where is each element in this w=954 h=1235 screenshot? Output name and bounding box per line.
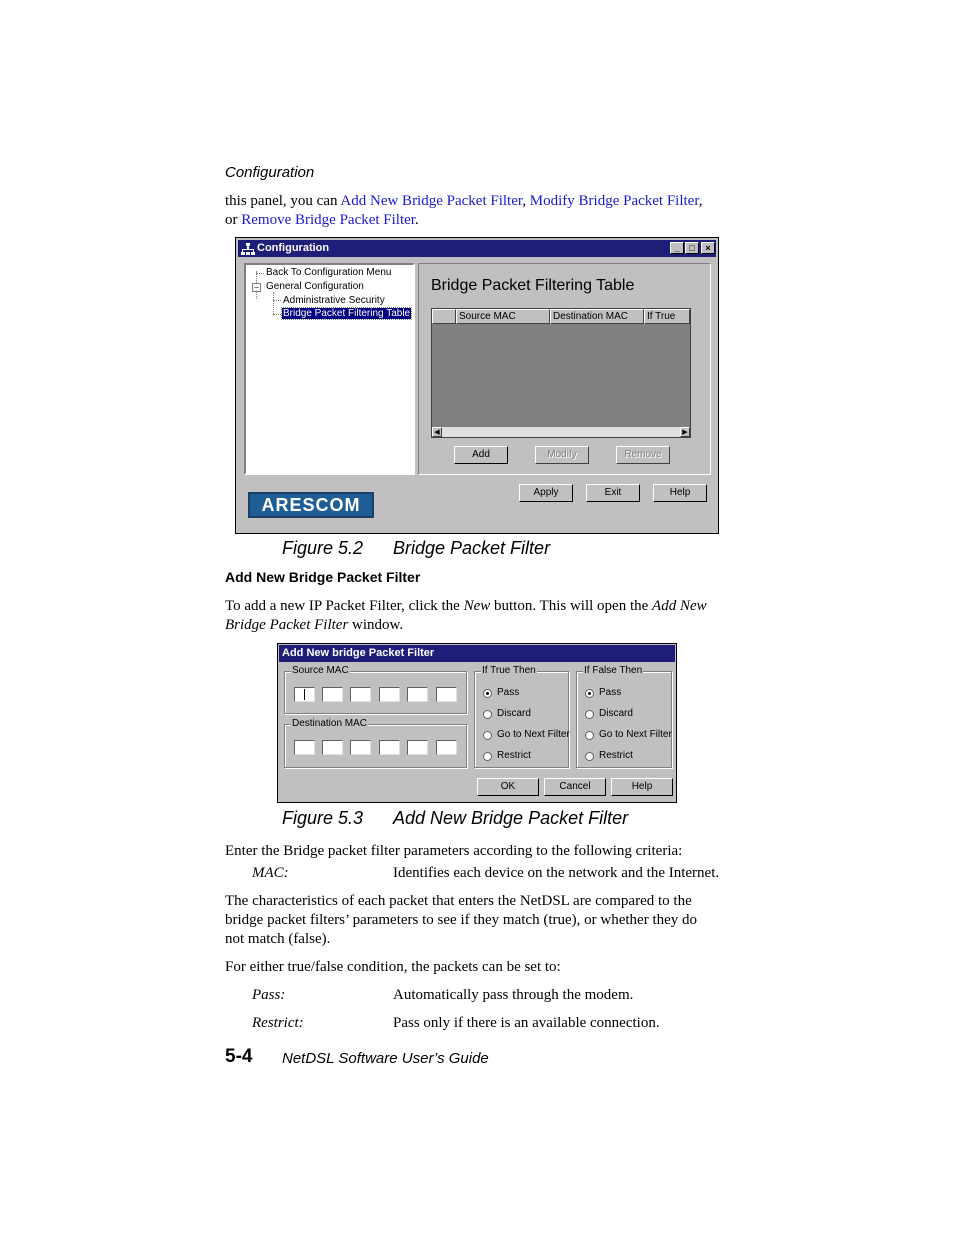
horizontal-scrollbar[interactable] <box>432 427 690 437</box>
para-text: button. This will open the <box>490 598 653 614</box>
cancel-button-label: Cancel <box>559 781 591 792</box>
maximize-button[interactable]: □ <box>685 242 699 254</box>
source-mac-label: Source MAC <box>292 665 349 676</box>
tree-line <box>273 292 275 314</box>
para-line: not match (false). <box>225 931 331 947</box>
source-mac-octet-1[interactable] <box>294 687 315 702</box>
intro-end: . <box>414 212 419 228</box>
window-title: Configuration <box>257 242 330 254</box>
source-mac-octet-3[interactable] <box>350 687 371 702</box>
link-modify-filter[interactable]: Modify Bridge Packet Filter <box>529 193 699 209</box>
definition-term-mac: MAC: <box>252 865 289 881</box>
collapse-icon[interactable]: – <box>252 283 261 292</box>
add-button-label: Add <box>472 449 490 460</box>
column-source-mac[interactable]: Source MAC <box>456 309 550 324</box>
para-text: window. <box>348 617 404 633</box>
exit-button-label: Exit <box>604 487 622 498</box>
window-name-reference: Add New <box>652 598 707 614</box>
navigation-tree <box>244 263 415 475</box>
if-true-next-filter-radio[interactable] <box>483 731 492 740</box>
table-header-corner <box>432 309 456 324</box>
exit-button[interactable] <box>586 484 640 502</box>
definition-desc-restrict: Pass only if there is an available connection. <box>393 1015 660 1031</box>
if-true-restrict-label: Restrict <box>497 750 531 761</box>
new-button-reference: New <box>463 598 491 614</box>
column-destination-mac[interactable]: Destination MAC <box>550 309 644 324</box>
dialog-title-bar <box>279 645 675 662</box>
filter-table <box>431 308 691 438</box>
if-true-next-filter-label: Go to Next Filter <box>497 729 570 740</box>
figure-caption: Bridge Packet Filter <box>393 538 551 558</box>
modify-button[interactable] <box>535 446 589 464</box>
apply-button-label: Apply <box>533 487 559 498</box>
definition-desc-mac: Identifies each device on the network and the Internet. <box>393 865 720 881</box>
destination-mac-octet-4[interactable] <box>379 740 400 755</box>
column-if-true[interactable]: If True <box>644 309 690 324</box>
tree-line <box>273 314 281 315</box>
if-true-label: If True Then <box>482 665 536 676</box>
if-false-pass-label: Pass <box>599 687 622 698</box>
remove-button-label: Remove <box>624 449 662 460</box>
if-true-group <box>474 665 570 768</box>
ok-button-label: OK <box>500 781 516 792</box>
modify-button-label: Modify <box>547 449 577 460</box>
app-icon <box>241 240 255 257</box>
panel-title: Bridge Packet Filtering Table <box>431 277 635 294</box>
if-true-pass-radio[interactable] <box>483 689 492 698</box>
if-false-next-filter-label: Go to Next Filter <box>599 729 672 740</box>
if-true-discard-radio[interactable] <box>483 710 492 719</box>
figure-caption: Add New Bridge Packet Filter <box>393 808 629 828</box>
configuration-window <box>235 237 719 534</box>
apply-button[interactable] <box>519 484 573 502</box>
destination-mac-octet-6[interactable] <box>436 740 457 755</box>
if-true-pass-label: Pass <box>497 687 520 698</box>
if-false-next-filter-radio[interactable] <box>585 731 594 740</box>
close-button[interactable]: × <box>701 242 715 254</box>
condition-paragraph: For either true/false condition, the packets can be set to: <box>225 959 561 975</box>
if-false-label: If False Then <box>584 665 643 676</box>
tree-item-bridge-filter-selected[interactable]: Bridge Packet Filtering Table <box>283 308 411 319</box>
if-false-discard-label: Discard <box>599 708 633 719</box>
intro-text: this panel, you can <box>225 193 341 209</box>
page-number: 5-4 <box>225 1046 253 1067</box>
destination-mac-octet-3[interactable] <box>350 740 371 755</box>
tree-item-general[interactable]: General Configuration <box>266 281 364 292</box>
tree-item-admin-security[interactable]: Administrative Security <box>283 295 385 306</box>
destination-mac-octet-2[interactable] <box>322 740 343 755</box>
link-add-filter[interactable]: Add New Bridge Packet Filter <box>340 193 523 209</box>
figure-number: Figure 5.3 <box>282 808 364 828</box>
intro-text: or <box>225 212 242 228</box>
definition-term-restrict: Restrict: <box>252 1015 304 1031</box>
title-bar <box>238 240 716 257</box>
if-false-restrict-radio[interactable] <box>585 752 594 761</box>
source-mac-group <box>284 665 467 714</box>
minimize-button[interactable]: _ <box>670 242 684 254</box>
add-filter-dialog <box>277 643 677 803</box>
characteristics-paragraph <box>225 892 697 949</box>
destination-mac-group <box>284 718 467 768</box>
if-false-restrict-label: Restrict <box>599 750 633 761</box>
add-button[interactable] <box>454 446 508 464</box>
definition-desc-pass: Automatically pass through the modem. <box>393 987 634 1003</box>
para-line: bridge packet filters’ parameters to see if they match (true), or whether they do <box>225 912 698 928</box>
criteria-paragraph: Enter the Bridge packet filter parameters according to the following criteria: <box>225 843 683 859</box>
text-cursor <box>304 689 305 700</box>
dialog-title: Add New bridge Packet Filter <box>282 647 435 659</box>
arescom-logo: ARESCOM <box>248 492 374 518</box>
if-true-restrict-radio[interactable] <box>483 752 492 761</box>
destination-mac-octet-1[interactable] <box>294 740 315 755</box>
dialog-help-button[interactable] <box>611 778 673 796</box>
link-remove-filter[interactable]: Remove Bridge Packet Filter <box>241 212 415 228</box>
figure-number: Figure 5.2 <box>282 538 364 558</box>
definition-term-pass: Pass: <box>252 987 286 1003</box>
para-line: The characteristics of each packet that enters the NetDSL are compared to the <box>225 893 692 909</box>
source-mac-octet-4[interactable] <box>379 687 400 702</box>
intro-sep: , <box>522 193 530 209</box>
if-true-discard-label: Discard <box>497 708 531 719</box>
para-text: To add a new IP Packet Filter, click the <box>225 598 464 614</box>
tree-line <box>273 300 281 301</box>
intro-sep: , <box>698 193 703 209</box>
running-header: Configuration <box>225 164 315 181</box>
if-false-pass-radio[interactable] <box>585 689 594 698</box>
window-name-reference: Bridge Packet Filter <box>225 617 349 633</box>
source-mac-octet-5[interactable] <box>407 687 428 702</box>
tree-item-back[interactable]: Back To Configuration Menu <box>266 267 392 278</box>
help-button-label: Help <box>669 487 691 498</box>
tree-line <box>256 273 264 274</box>
footer-title: NetDSL Software User’s Guide <box>282 1050 489 1067</box>
dialog-help-button-label: Help <box>631 781 653 792</box>
help-button[interactable] <box>653 484 707 502</box>
cancel-button[interactable] <box>544 778 606 796</box>
content-panel <box>418 263 711 475</box>
scroll-right-icon[interactable]: ▶ <box>680 427 690 437</box>
destination-mac-octet-5[interactable] <box>407 740 428 755</box>
destination-mac-label: Destination MAC <box>292 718 368 729</box>
if-false-group <box>576 665 672 768</box>
intro-paragraph <box>225 192 745 230</box>
section-heading: Add New Bridge Packet Filter <box>225 569 421 585</box>
ok-button[interactable] <box>477 778 539 796</box>
remove-button[interactable] <box>616 446 670 464</box>
source-mac-octet-6[interactable] <box>436 687 457 702</box>
if-false-discard-radio[interactable] <box>585 710 594 719</box>
add-new-paragraph <box>225 597 745 635</box>
source-mac-octet-2[interactable] <box>322 687 343 702</box>
scroll-left-icon[interactable]: ◀ <box>432 427 442 437</box>
